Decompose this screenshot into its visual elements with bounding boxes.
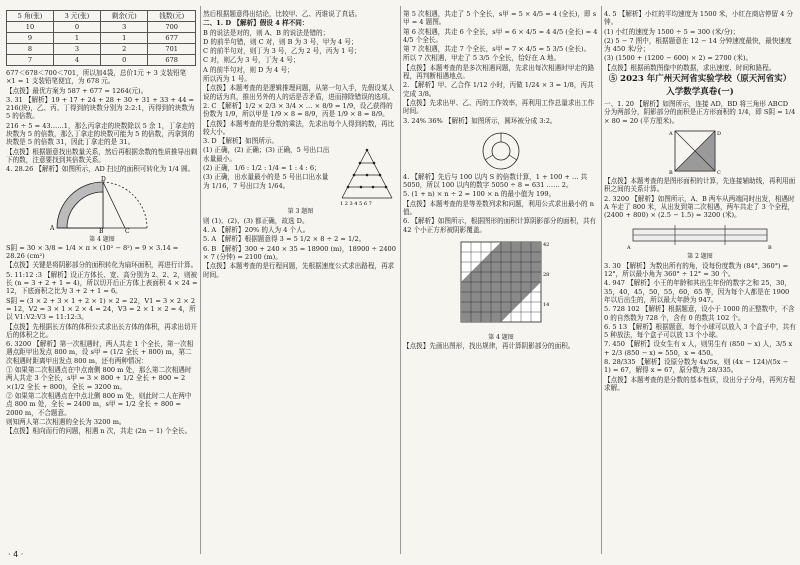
table-cell: 4 [53, 55, 100, 66]
section-heading: 二、1. D 【解析】假设 4 样不同： [203, 19, 309, 28]
answer-item: 5. 11:12 :3 【解析】设正方体长、宽、高分别为 2、2、2，则被长 (n = 3 + 2 + 1 = 4)，所以切开后正方体上表面积 4 × 24 = 12，下底面积之比为 3 + 2 + 1 = 6。 [6, 270, 198, 296]
text-block: D 的前半句错，则 C 对，则 B 为 3 号，甲为 4 号； [203, 37, 358, 46]
table-header: 钱数(元) [148, 11, 196, 22]
table-cell: 3 [53, 44, 100, 55]
table-cell: 2 [100, 44, 148, 55]
answer-item: 2. 3200 【解析】如图所示，A、B 两车从两端同时出发，相遇时 A 车走了 800 米，从出发到第二次相遇，两车共走了 3 个全程，(2400 + 800) × (2.5 − 1.5) = 3200 (米)。 [604, 194, 795, 220]
text-block: (1) 小红的速度为 1500 ÷ 5 = 300 (米/分)； [604, 27, 740, 36]
track-figure [625, 221, 775, 251]
answer-item: 6. B 【解析】300 + 240 × 35 = 18900 (m)，18900 ÷ 2400 × 7 (分钟) = 2100 (m)。 [203, 244, 396, 261]
answer-item: 3. 30 【解析】为数出所有的角，设每份度数为 (84°, 360°) = 12°，所以最小角为 360° ÷ 12° = 30 个。 [604, 261, 789, 279]
text-block: 则 (1)、(2)、(3) 都正确，故选 D。 [203, 216, 309, 225]
tip-block: 【点拨】先画出图形，找出规律，再计算阴影部分的面积。 [403, 342, 575, 351]
tip-block: 【点拨】根据题意找出数量关系，然后再根据余数的性质推导出剩下的数，注意要找到其倍数关系。 [6, 147, 198, 164]
answer-item: 4. 5 【解析】小红的平均速度为 1500 米，小红在商店停留 4 分钟。 [604, 10, 794, 27]
table-row [7, 22, 196, 33]
table-cell: 7 [7, 55, 54, 66]
answer-item: 6. 【解析】如图所示，根据图形的面积计算阴影部分的面积，共有 42 个小正方形被阴影覆盖。 [403, 217, 597, 234]
answer-item: 4. 28.26 【解析】如图所示，AD 扫过的面积可转化为 1/4 圆。 [6, 165, 195, 174]
formula-line: S阴 = (3 × 2 + 3 × 1 + 2 × 1) × 2 = 22，V1 = 3 × 2 × 2 = 12，V2 = 3 × 1 × 2 × 4 = 24，V3 = 2 × 1 × 2 = 4，所以 V1:V2:V3 = 11:12:3。 [6, 296, 196, 322]
answer-item: 5. A 【解析】根据题意得 3 = 5 1/2 × 8 ÷ 2 = 1/2。 [203, 235, 366, 244]
answer-item: 7. 450 【解析】设女生有 x 人，则男生有 (850 − x) 人，3/5 x + 2/3 (850 − x) = 550，x = 450。 [604, 340, 793, 357]
column-4 [604, 10, 796, 550]
answer-item: 8. 28/335 【解析】设原分数为 4x/5x，则 (4x − 124)/(5x − 1) = 67，解得 x = 67，原分数为 28/335。 [604, 358, 789, 375]
tip-block: 【点拨】本题考查的是图形面积的计算，先连接辅助线，再利用面积之间的关系计算。 [604, 176, 796, 194]
table-cell: 678 [148, 55, 196, 66]
tip-block: 【点拨】最优方案为 587 + 677 = 1264(元)。 [6, 86, 148, 95]
table-cell: 1 [53, 33, 100, 44]
svg-text:D: D [101, 175, 106, 183]
svg-text:C: C [717, 169, 721, 175]
table-header: 3 元(张) [53, 11, 100, 22]
column-1 [6, 10, 198, 550]
tip-block: 【点拨】根据函数图像中的数据，求出速度、时间和路程。 [604, 63, 776, 72]
square-figure [663, 127, 737, 175]
tip-block: 【点拨】本题考查的是多次相遇问题，先求出每次相遇时甲走的路程，再判断相遇地点。 [403, 63, 595, 81]
text-block: 第 7 次相遇，共走 7 个全长，s甲 = 7 × 4/5 = 5 3/5 (全长)。 [403, 45, 591, 54]
text-block: (2) 正确，1/6 : 1/2 : 1/4 = 1 : 4 : 6； [203, 164, 321, 173]
svg-text:42: 42 [543, 241, 550, 248]
column-2 [203, 10, 398, 550]
svg-text:A: A [627, 245, 631, 252]
text-block: 第 6 次相遇，共走 6 个全长，s甲 = 6 × 4/5 = 4 4/5 (全长) = 4 4/5 个全长。 [403, 27, 598, 44]
text-block: (3) 正确，出水量最小的是 5 号出口出水量为 1/16，7 号出口为 1/64。 [203, 173, 329, 190]
text-block: ② 如果第二次相遇点在中点北侧 800 m 处，则此时二人在两中点 800 m 处，全长 = 2400 m，s甲 = 1/2 全长 + 800 = 2000 m，不合题意。 [6, 391, 192, 417]
tip-block: 【点拨】先根据长方体的体积公式求出长方体的体积，再求出切开后的体积之比。 [6, 322, 198, 339]
figure-caption: 第 2 题图 [687, 253, 713, 261]
tip-block: 【点拨】本题考查的是逻辑推理问题，从第一句入手，先假设某人说的话为真，推出另外的人的话是否矛盾，进而排除错误的选项。 [203, 84, 395, 101]
answer-item: 6. 3200 【解析】第一次相遇时，两人共走 1 个全长，第一次相遇点距甲出发点 800 m，设 s甲 = (1/2 全长 + 800) m，第二次相遇时距离甲出发点 800 m，还有两种情况： [6, 340, 194, 365]
column-divider [400, 6, 401, 554]
svg-text:A: A [669, 130, 673, 137]
figure-caption: 第 4 题图 [89, 235, 115, 243]
column-divider [200, 6, 201, 554]
table-header-row [7, 11, 196, 22]
tip-block: 【点拨】本题考查的是等差数列求和问题，利用公式求出最小的 n 值。 [403, 199, 594, 217]
text-block: 第 5 次相遇，共走了 5 个全长，s甲 = 5 × 4/5 = 4 (全长)，即 s甲 = 4 题图。 [403, 10, 597, 27]
svg-text:28: 28 [543, 271, 550, 278]
text-block: C 对，则乙为 3 号，丁为 4 号； [203, 56, 300, 65]
answer-item: 2. 【解析】甲、乙合作 1/12 小时，丙做 1/24 × 3 = 1/8，丙共完成 3/8。 [403, 81, 594, 98]
answer-item: 3. 24% 36% 【解析】如图所示，圆环被分成 3:2。 [403, 116, 557, 125]
answer-item: 5. 728 102 【解析】根据题意，设小于 1000 的正整数中，不含 0 的自然数为 728 个，含有 0 的数共 102 个。 [604, 305, 795, 322]
shaded-grid-figure [451, 236, 551, 332]
table-cell: 10 [7, 22, 54, 33]
answer-item: 2. C 【解析】1/2 × 2/3 × 3/4 × … × 8/9 = 1/9，设乙获得的份数为 1/9，所以甲是 1/9 × 8 = 8/9，丙是 1/9 × 8 = 8/9。 [203, 101, 393, 119]
text-block: 216 ÷ 5 = 43……1，那么丙拿走的块数除以 5 余 1，丁拿走的块数为 5 的倍数，那么丁拿走的块数可能为 5 的倍数，丙拿到的块数是 5 的倍数 31，因此丁拿走的是 31。 [6, 121, 195, 147]
table-row [7, 55, 196, 66]
column-divider [601, 6, 602, 554]
table-cell: 9 [7, 33, 54, 44]
text-block: A 的前半句对，则 D 为 4 号； [203, 65, 294, 74]
answer-item: 4. 947 【解析】小王的年龄和其出生年份的数字之和 25，30，35，40，45，50，55，60，65 等，因为每个人都是在 1900 年以后出生的，所以最大年龄为 947。 [604, 279, 792, 304]
text-block: B 的说法是对的，则 A、B 的说法是错的； [203, 28, 330, 37]
tip-block: 【点拨】关键是将阴影部分的面积转化为扇环面积，再进行计算。 [6, 261, 198, 270]
svg-text:B: B [669, 169, 673, 175]
table-row [7, 44, 196, 55]
answer-item: 6. 5 13 【解析】根据题意，每个小球可以放入 3 个盒子中，共有 5 种放法，每个盒子可以放 13 个小球。 [604, 322, 796, 340]
tip-block: 【点拨】先求出甲、乙、丙的工作效率，再利用工作总量求出工作时间。 [403, 98, 595, 116]
svg-text:1 2 3 4 5 6 7: 1 2 3 4 5 6 7 [340, 201, 372, 207]
tip-block: 【点拨】本题考查的是分数的基本性质，设出分子分母，再列方程求解。 [604, 375, 796, 392]
text-block: (3) (1500 + (1200 − 600) × 2) = 2700 (米)。 [604, 54, 753, 63]
text-block: 677＜678＜700＜701，所以加4袋，总价1元 + 3 支装铅笔 ×1 = 1 支装铅笔便宜，为 678 元。 [6, 69, 187, 86]
table-cell: 0 [53, 22, 100, 33]
table-row [7, 33, 196, 44]
figure-caption: 第 3 题图 [287, 208, 314, 216]
tip-block: 【点拨】本题考查的是分数的乘法，先求出每个人得到的数，再比较大小。 [203, 119, 395, 136]
text-block: 所以 7 次相遇，甲走了 5 3/5 个全长，恰好在 A 地。 [403, 54, 561, 63]
formula-line: 5. (1 + n) × n ÷ 2 = 100 × n 的最小值为 199。 [403, 190, 556, 199]
figure-caption: 第 4 题图 [488, 333, 514, 341]
svg-text:D: D [717, 130, 722, 137]
text-block: 所以丙为 1 号。 [203, 75, 251, 84]
table-header: 剩余(元) [100, 11, 148, 22]
quarter-circle-figure [47, 176, 157, 234]
text-block: (2) 5 − 7 图中，根据题意在 12 − 14 分钟速度最快，最快速度为 450 米/分； [604, 36, 792, 54]
answer-item: 一、1. 20 【解析】如图所示，连接 AD，BD 将三角形 ABCD 分为两部分，阴影部分的面积是正方形面积的 1/4，即 S阴 = 1/4 × 80 = 20 (平方厘米)。 [604, 100, 796, 125]
triangle-pipe-figure [336, 146, 398, 206]
table-cell: 677 [148, 33, 196, 44]
svg-text:B: B [768, 245, 772, 252]
pencil-table [6, 10, 196, 66]
tip-block: 【点拨】本题考查的是行程问题，先根据速度公式求出路程，再求时间。 [203, 262, 395, 279]
page-number: · 4 · [8, 550, 24, 559]
text-block: ① 如果第二次相遇点在中点南侧 800 m 处，那么第二次相遇时两人共走 3 个全长，s甲 = 3 × 800 + 1/2 全长 + 800 = 2 ×(1/2 全长 + 800)，全长 = 3200 m。 [6, 366, 192, 391]
column-3 [403, 10, 599, 550]
exam-subtitle: 入学数学真卷(一) [666, 87, 734, 98]
answer-item: 4. A 【解析】20% 的人为 4 个人。 [203, 226, 310, 235]
table-cell: 8 [7, 44, 54, 55]
svg-text:C: C [125, 227, 130, 234]
svg-text:14: 14 [543, 301, 550, 308]
table-cell: 0 [100, 55, 148, 66]
exam-title: ⑤ 2023 年广州天河省实验学校（原天河省实） [608, 74, 792, 85]
answer-item: 3. 31 【解析】19 + 17 + 24 + 28 + 30 + 31 + 33 + 44 = 216(块)，乙、丙、丁得到的块数分别为 2:2:1，丙得到的块数为 5 的倍数。 [6, 95, 195, 121]
table-cell: 1 [100, 33, 148, 44]
text-block: (1) 正确，(2) 正确；(3) 正确，5 号出口出水量最小。 [203, 146, 330, 163]
text-block: 然后根据题意得出结论，比较甲、乙、丙谁说了真话。 [203, 10, 362, 18]
table-cell: 701 [148, 44, 196, 55]
ring-figure [466, 127, 536, 171]
formula-line: S阴 = 30 × 3/8 = 1/4 × π × (10² − 8²) = 9 × 3.14 = 28.26 (cm²) [6, 243, 179, 261]
tip-block: 【点拨】相向而行的问题，相遇 n 次，共走 (2n − 1) 个全长。 [6, 427, 192, 436]
svg-text:A: A [50, 224, 55, 232]
table-header: 5 角(张) [7, 11, 54, 22]
answer-item: 4. 【解析】先后与 100 以内 S 的倍数计算，1 + 100 + … 共 5050，所以 100 以内的数字 5050 ÷ 8 = 631 …… 2。 [403, 172, 588, 190]
answer-item: 3. D 【解析】如图所示。 [203, 137, 279, 146]
svg-text:B: B [99, 227, 104, 234]
text-block: C 的前半句对，则丁为 3 号，乙为 2 号，丙为 1 号； [203, 47, 361, 56]
table-cell: 700 [148, 22, 196, 33]
table-cell: 3 [100, 22, 148, 33]
text-block: 则知两人第二次相遇的全长为 3200 m。 [6, 417, 126, 426]
